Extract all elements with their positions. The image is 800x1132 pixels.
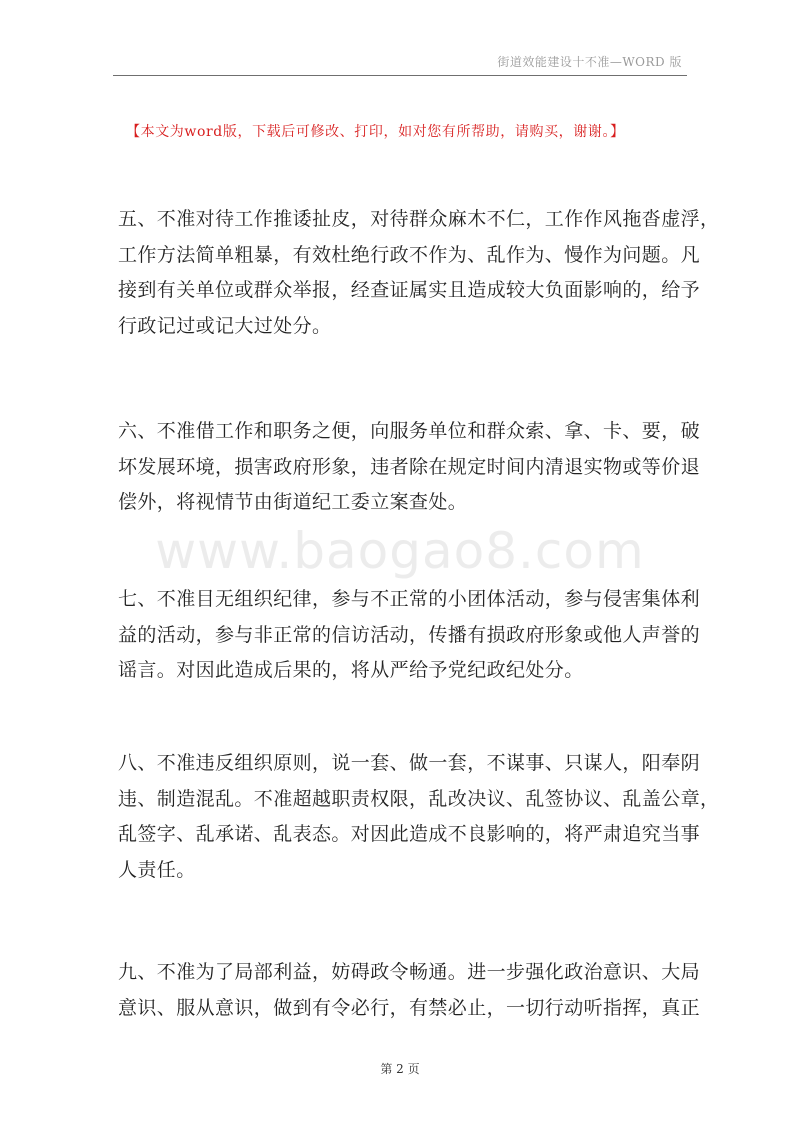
paragraph-item-8 xyxy=(118,746,720,888)
document-header-title: 街道效能建设十不准—WORD 版 xyxy=(497,55,682,69)
paragraph-line: 人责任。 xyxy=(118,858,196,881)
paragraph-line: 乱签字、乱承诺、乱表态。对因此造成不良影响的，将严肃追究当事 xyxy=(118,823,701,845)
paragraph-line: 谣言。对因此造成后果的，将从严给予党纪政纪处分。 xyxy=(118,659,584,681)
paragraph-line: 工作方法简单粗暴，有效杜绝行政不作为、乱作为、慢作为问题。凡 xyxy=(118,243,701,266)
watermark: www.baogao8.com xyxy=(155,522,645,580)
paragraph-line: 坏发展环境，损害政府形象，违者除在规定时间内清退实物或等价退 xyxy=(118,455,701,478)
paragraph-item-9 xyxy=(118,955,701,1026)
paragraph-line: 偿外，将视情节由街道纪工委立案查处。 xyxy=(118,491,468,513)
paragraph-line: 七、不准目无组织纪律，参与不正常的小团体活动，参与侵害集体利 xyxy=(118,588,701,610)
paragraph-line: 五、不准对待工作推诿扯皮，对待群众麻木不仁，工作作风拖沓虚浮， xyxy=(118,208,720,230)
paragraph-line: 行政记过或记大过处分。 xyxy=(118,314,332,337)
paragraph-item-6 xyxy=(118,414,701,521)
paragraph-line: 接到有关单位或群众举报，经查证属实且造成较大负面影响的，给予 xyxy=(118,279,701,301)
purchase-notice: 【本文为word版，下载后可修改、打印，如对您有所帮助，请购买，谢谢。】 xyxy=(126,124,625,140)
paragraph-line: 六、不准借工作和职务之便，向服务单位和群众索、拿、卡、要，破 xyxy=(118,420,701,442)
header-divider xyxy=(113,75,687,76)
paragraph-line: 九、不准为了局部利益，妨碍政令畅通。进一步强化政治意识、大局 xyxy=(118,961,701,983)
paragraph-line: 违、制造混乱。不准超越职责权限，乱改决议、乱签协议、乱盖公章， xyxy=(118,787,720,810)
paragraph-item-5 xyxy=(118,202,720,344)
page-number: 第 2 页 xyxy=(380,1062,420,1076)
paragraph-line: 意识、服从意识，做到有令必行，有禁必止，一切行动听指挥，真正 xyxy=(118,996,701,1019)
paragraph-line: 八、不准违反组织原则，说一套、做一套，不谋事、只谋人，阳奉阴 xyxy=(118,752,701,774)
paragraph-line: 益的活动，参与非正常的信访活动，传播有损政府形象或他人声誉的 xyxy=(118,623,701,646)
paragraph-item-7 xyxy=(118,582,701,689)
